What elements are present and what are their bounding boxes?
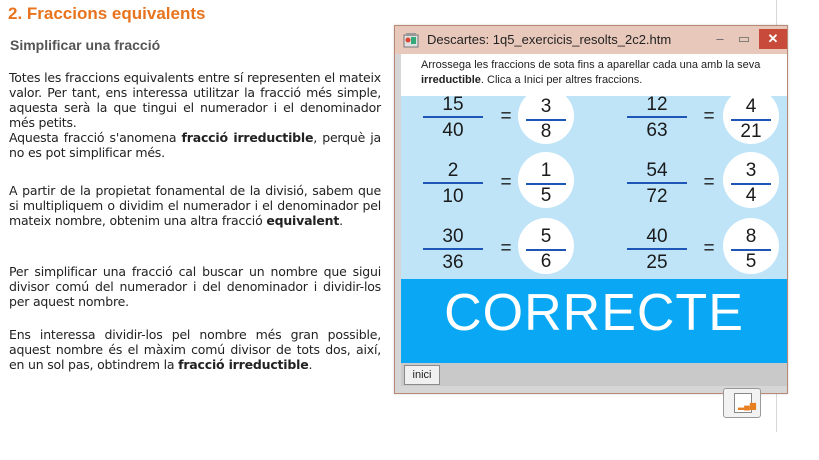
fraction-numerator: 54 [646,160,668,181]
target-numerator: 8 [745,226,757,247]
fraction-bar [423,182,483,184]
target-denominator: 5 [540,185,552,206]
window-client-area [401,54,787,386]
paragraph-4-post: . [308,357,313,372]
window-titlebar[interactable] [395,26,787,54]
equals-sign: = [703,172,715,193]
paragraph-4-bold: fracció irreductible [178,357,309,372]
paragraph-2-post: . [339,213,343,228]
target-numerator: 5 [540,226,552,247]
fraction-numerator: 2 [447,160,459,181]
paragraph-4 [9,327,381,372]
paragraph-1-line2-post: , perquè ja no es pot simplificar més. [9,130,381,160]
target-denominator: 4 [745,185,757,206]
irreducible-fraction-target [518,88,574,144]
draggable-fraction[interactable] [627,228,687,272]
paragraph-4-pre: Ens interessa dividir-los pel nombre més gran possible, aquest nombre és el màxim comú divisor de tots dos, així, en un sol pas, obtindrem la [9,327,381,372]
instructions-bold: irreductible [421,74,481,86]
draggable-fraction[interactable] [423,96,483,140]
paragraph-2 [9,183,381,228]
draggable-fraction[interactable] [627,162,687,206]
equals-sign: = [500,106,512,127]
page-subheading: Simplificar una fracció [10,37,161,53]
paragraph-3 [9,264,381,309]
presentation-chart-icon[interactable]: ▂▄▆ [723,388,761,418]
target-denominator: 6 [540,251,552,272]
target-denominator: 8 [540,121,552,142]
target-numerator: 3 [540,96,552,117]
target-numerator: 4 [745,96,757,117]
target-denominator: 21 [740,121,762,142]
draggable-fraction[interactable] [627,96,687,140]
fraction-numerator: 15 [442,94,464,115]
equals-sign: = [500,172,512,193]
result-banner [401,279,787,363]
fraction-bar [423,248,483,250]
draggable-fraction[interactable] [423,162,483,206]
irreducible-fraction-target [518,152,574,208]
page-heading: 2. Fraccions equivalents [8,4,206,23]
fraction-denominator: 63 [646,120,668,141]
paragraph-2-pre: A partir de la propietat fonamental de la divisió, sabem que si multipliquem o dividim el numerador i el denominador pel mateix nombre, obtenim una altra fracció [9,183,381,228]
fraction-bar [627,116,687,118]
close-button[interactable]: ✕ [759,29,787,49]
paragraph-1 [9,70,381,160]
minimize-button[interactable]: – [716,31,724,46]
irreducible-fraction-target [723,152,779,208]
fraction-denominator: 10 [442,186,464,207]
irreducible-fraction-target [723,88,779,144]
descartes-window [394,25,788,394]
inici-button[interactable]: inici [404,365,440,385]
equals-sign: = [500,238,512,259]
maximize-button[interactable]: ▭ [737,31,751,46]
fraction-denominator: 25 [646,252,668,273]
fraction-denominator: 72 [646,186,668,207]
fractions-area [401,96,787,279]
fraction-numerator: 30 [442,226,464,247]
paragraph-1-line2-pre: Aquesta fracció s'anomena [9,130,182,145]
irreducible-fraction-target [723,218,779,274]
descartes-app-icon [403,32,419,48]
target-denominator: 5 [745,251,757,272]
equals-sign: = [703,106,715,127]
equals-sign: = [703,238,715,259]
paragraph-1-text: Totes les fraccions equivalents entre sí representen el mateix valor. Per tant, ens interessa utilitzar la fracció més simple, aquesta serà la que tingui el numerador i el denominador més petits. [9,70,381,130]
window-title: Descartes: 1q5_exercicis_resolts_2c2.htm [427,32,672,47]
instructions-text [421,58,781,88]
fraction-bar [627,182,687,184]
instructions-post: . Clica a Inici per altres fraccions. [480,74,643,86]
target-numerator: 1 [540,160,552,181]
fraction-numerator: 12 [646,94,668,115]
draggable-fraction[interactable] [423,228,483,272]
fraction-denominator: 40 [442,120,464,141]
target-numerator: 3 [745,160,757,181]
paragraph-2-bold: equivalent [266,213,340,228]
paragraph-1-bold: fracció irreductible [181,130,314,145]
fraction-bar [423,116,483,118]
irreducible-fraction-target [518,218,574,274]
instructions-pre: Arrossega les fraccions de sota fins a aparellar cada una amb la seva [421,59,761,71]
paragraph-3-text: Per simplificar una fracció cal buscar un nombre que sigui divisor comú del numerador i del denominador i dividir-los per aquest nombre. [9,264,381,309]
fraction-numerator: 40 [646,226,668,247]
result-text: CORRECTE [444,284,744,342]
fraction-bar [627,248,687,250]
window-footer [401,363,787,386]
fraction-denominator: 36 [442,252,464,273]
